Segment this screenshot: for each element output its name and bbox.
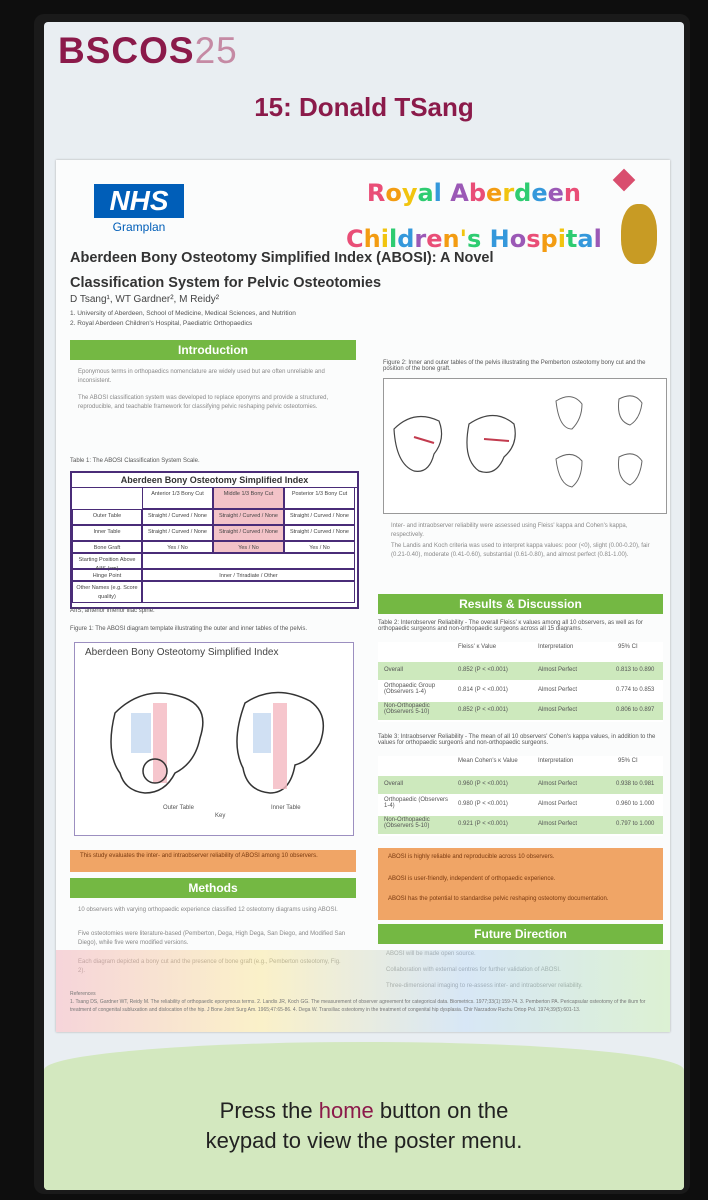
table-row [378, 702, 663, 720]
stats-bullet: Inter- and intraobserver reliability were assessed using Fleiss' kappa and Cohen's kappa, respectively. [391, 523, 628, 538]
footer-instruction: Press the home button on the keypad to view the poster menu. [205, 1098, 523, 1153]
diagram-label: Outer Table [163, 805, 194, 811]
aim-box [70, 850, 356, 872]
results-heading: Results & Discussion [378, 594, 663, 614]
pelvis-sketch [394, 417, 442, 472]
table2 [378, 642, 663, 722]
introduction-heading: Introduction [70, 340, 356, 360]
col-header: Middle 1/3 Bony Cut [213, 487, 284, 509]
table3-header: 95% CI [618, 758, 638, 764]
mascot-icon [621, 204, 657, 264]
table-cell: Yes / No [213, 541, 284, 553]
poster-number-title: 15: Donald TSang [254, 92, 474, 122]
table-cell: Straight / Curved / None [213, 509, 284, 525]
table-cell: Straight / Curved / None [284, 525, 355, 541]
conclusions-box [378, 848, 663, 920]
table3-header: Mean Cohen's κ Value [458, 758, 518, 764]
affiliation: 2. Royal Aberdeen Children's Hospital, Paediatric Orthopaedics [70, 320, 253, 327]
row-interp: Almost Perfect [538, 707, 578, 713]
conclusion: ABOSI has the potential to standardise pelvic reshaping osteotomy documentation. [388, 896, 609, 902]
table-row [378, 682, 663, 700]
table-row [378, 796, 663, 814]
figure2-caption: Figure 2: Inner and outer tables of the pelvis illustrating the Pemberton osteotomy bony cut and the position of the bone graft. [383, 360, 646, 372]
abosi-table-title: Aberdeen Bony Osteotomy Simplified Index [72, 473, 357, 488]
diagram-key: Key [215, 813, 226, 819]
row-interp: Almost Perfect [538, 781, 578, 787]
row-ci: 0.938 to 0.981 [616, 781, 655, 787]
row-value: 0.980 (P < <0.001) [458, 801, 508, 807]
nhs-logo: NHS [94, 184, 184, 218]
table1-footnote: AIIS, anterior inferior iliac spine. [70, 608, 155, 614]
row-ci: 0.960 to 1.000 [616, 801, 655, 807]
pelvis-sketch [467, 416, 515, 473]
row-value: 0.852 (P < <0.001) [458, 707, 508, 713]
row-group: Overall [384, 781, 404, 787]
conclusion: ABOSI is user-friendly, independent of orthopaedic experience. [388, 876, 556, 882]
table1-caption: Table 1: The ABOSI Classification System Scale. [70, 458, 200, 464]
row-group: Overall [384, 667, 404, 673]
pelvis-sketch [556, 397, 582, 429]
table-cell: Yes / No [284, 541, 355, 553]
table-cell [142, 553, 355, 569]
table3 [378, 756, 663, 836]
bony-cut-line [414, 437, 434, 443]
row-ci: 0.797 to 1.000 [616, 821, 655, 827]
row-value: 0.960 (P < <0.001) [458, 781, 508, 787]
row-label: Other Names (e.g. Score quality) [72, 581, 142, 603]
row-interp: Almost Perfect [538, 821, 578, 827]
row-group: Orthopaedic Group (Observers 1-4) [384, 683, 436, 695]
table2-header: 95% CI [618, 644, 638, 650]
poster-authors: D Tsang¹, WT Gardner², M Reidy² [70, 294, 220, 305]
table-cell: Straight / Curved / None [213, 525, 284, 541]
table-cell: Inner / Triradiate / Other [142, 569, 355, 581]
table-row [378, 816, 663, 834]
abosi-table [70, 471, 359, 609]
row-interp: Almost Perfect [538, 687, 578, 693]
table-cell: Straight / Curved / None [284, 509, 355, 525]
poster [56, 160, 670, 1032]
figure2-svg [384, 379, 666, 513]
row-ci: 0.813 to 0.890 [616, 667, 655, 673]
table-row [378, 776, 663, 794]
table-cell: Straight / Curved / None [142, 509, 213, 525]
table-cell: Yes / No [142, 541, 213, 553]
bony-cut-line [484, 439, 509, 441]
row-value: 0.921 (P < <0.001) [458, 821, 508, 827]
diagram-title: Aberdeen Bony Osteotomy Simplified Index [85, 647, 279, 658]
display-screen [44, 22, 684, 1190]
middle-third-band [153, 703, 167, 783]
future-heading: Future Direction [378, 924, 663, 944]
conference-logo: BSCOS25 [58, 30, 238, 71]
anterior-third-band [131, 713, 151, 753]
intro-bullet: Eponymous terms in orthopaedics nomenclature are widely used but are often unreliable and inconsistent. [78, 369, 325, 384]
poster-title: Aberdeen Bony Osteotomy Simplified Index (ABOSI): A Novel Classification System for Pelvic Osteotomies [70, 250, 494, 291]
references-heading: References [70, 991, 96, 997]
col-header: Posterior 1/3 Bony Cut [284, 487, 355, 509]
pelvis-diagram-svg [75, 643, 353, 835]
row-label: Hinge Point [72, 569, 142, 581]
table2-caption: Table 2: Interobserver Reliability - The overall Fleiss' κ values among all 10 observers, as well as for orthopaedic surgeons and non-orthopaedic surgeons across all 15 diagrams. [378, 620, 643, 632]
abosi-diagram [74, 642, 354, 836]
home-keyword: home [318, 1098, 374, 1123]
pelvis-sketch [618, 396, 642, 425]
affiliation: 1. University of Aberdeen, School of Medicine, Medical Sciences, and Nutrition [70, 310, 296, 317]
row-label: Outer Table [72, 509, 142, 525]
row-ci: 0.806 to 0.897 [616, 707, 655, 713]
table3-caption: Table 3: Intraobserver Reliability - The mean of all 10 observers' Cohen's kappa values, in addition to the values for orthopaedic surgeons and non-orthopaedic surgeons. [378, 734, 656, 746]
middle-third-band [273, 703, 287, 789]
row-ci: 0.774 to 0.853 [616, 687, 655, 693]
methods-bullet: 10 observers with varying orthopaedic experience classified 12 osteotomy diagrams using ABOSI. [78, 907, 338, 913]
row-value: 0.814 (P < <0.001) [458, 687, 508, 693]
figure2-box [383, 378, 667, 514]
table3-header: Interpretation [538, 758, 574, 764]
row-label: Inner Table [72, 525, 142, 541]
table-cell: Straight / Curved / None [142, 525, 213, 541]
pelvis-sketch [556, 454, 582, 487]
row-group: Orthopaedic (Observers 1-4) [384, 797, 449, 809]
row-interp: Almost Perfect [538, 801, 578, 807]
row-label: Bone Graft [72, 541, 142, 553]
methods-bullet: Five osteotomies were literature-based (Pemberton, Dega, High Dega, San Diego, and Modified San Diego), while five were modified versions. [78, 931, 346, 946]
row-label: Starting Position Above AIIS (cm) [72, 553, 142, 569]
figure1-caption: Figure 1: The ABOSI diagram template illustrating the outer and inner tables of the pelvis. [70, 626, 308, 632]
hospital-line2: Children's Hospital [346, 225, 602, 253]
pelvis-sketch [618, 454, 642, 485]
conclusion: ABOSI is highly reliable and reproducible across 10 observers. [388, 854, 555, 860]
table-cell [142, 581, 355, 603]
row-interp: Almost Perfect [538, 667, 578, 673]
row-value: 0.852 (P < <0.001) [458, 667, 508, 673]
nhs-region: Gramplan [112, 220, 166, 234]
aim-text: This study evaluates the inter- and intraobserver reliability of ABOSI among 10 observers. [80, 853, 318, 859]
row-group: Non-Orthopaedic (Observers 5-10) [384, 703, 430, 715]
diagram-label: Inner Table [271, 805, 301, 811]
posterior-third-band [253, 713, 271, 753]
table2-header: Interpretation [538, 644, 574, 650]
references-text: 1. Tsang DS, Gardner WT, Reidy M. The reliability of orthopaedic eponymous terms. 2. Landis JR, Koch GG. The measurement of observer agreement for categorical data. Biometrics. 1977;33(1):159-74. 3. Pemberton PA. Pericapsular osteotomy of the ilium for treatment of congenital subluxation and dislocation of the hip. J Bone Joint Surg Am. 1965;47:65-86. 4. Dega W. Transiliac osteotomy in the treatment of congenital hip dysplasia. Chir Narzadow Ruchu Ortop Pol. 1974;39(5):601-13. [70, 999, 646, 1013]
methods-heading: Methods [70, 878, 356, 898]
col-header: Anterior 1/3 Bony Cut [142, 487, 213, 509]
stats-bullet: The Landis and Koch criteria was used to interpret kappa values: poor (<0), slight (0.00-0.20), fair (0.21-0.40), moderate (0.41-0.60), substantial (0.61-0.80), and almost perfect (0.81-1.00). [391, 543, 650, 558]
table2-header: Fleiss' κ Value [458, 644, 497, 650]
intro-bullet: The ABOSI classification system was developed to replace eponyms and provide a structured, reproducible, and teachable framework for classifying pelvic reshaping pelvic osteotomies. [78, 395, 329, 410]
table-row [378, 662, 663, 680]
references [70, 990, 660, 1014]
row-group: Non-Orthopaedic (Observers 5-10) [384, 817, 430, 829]
hospital-line1: Royal Aberdeen [366, 179, 581, 207]
kite-icon [613, 169, 636, 192]
